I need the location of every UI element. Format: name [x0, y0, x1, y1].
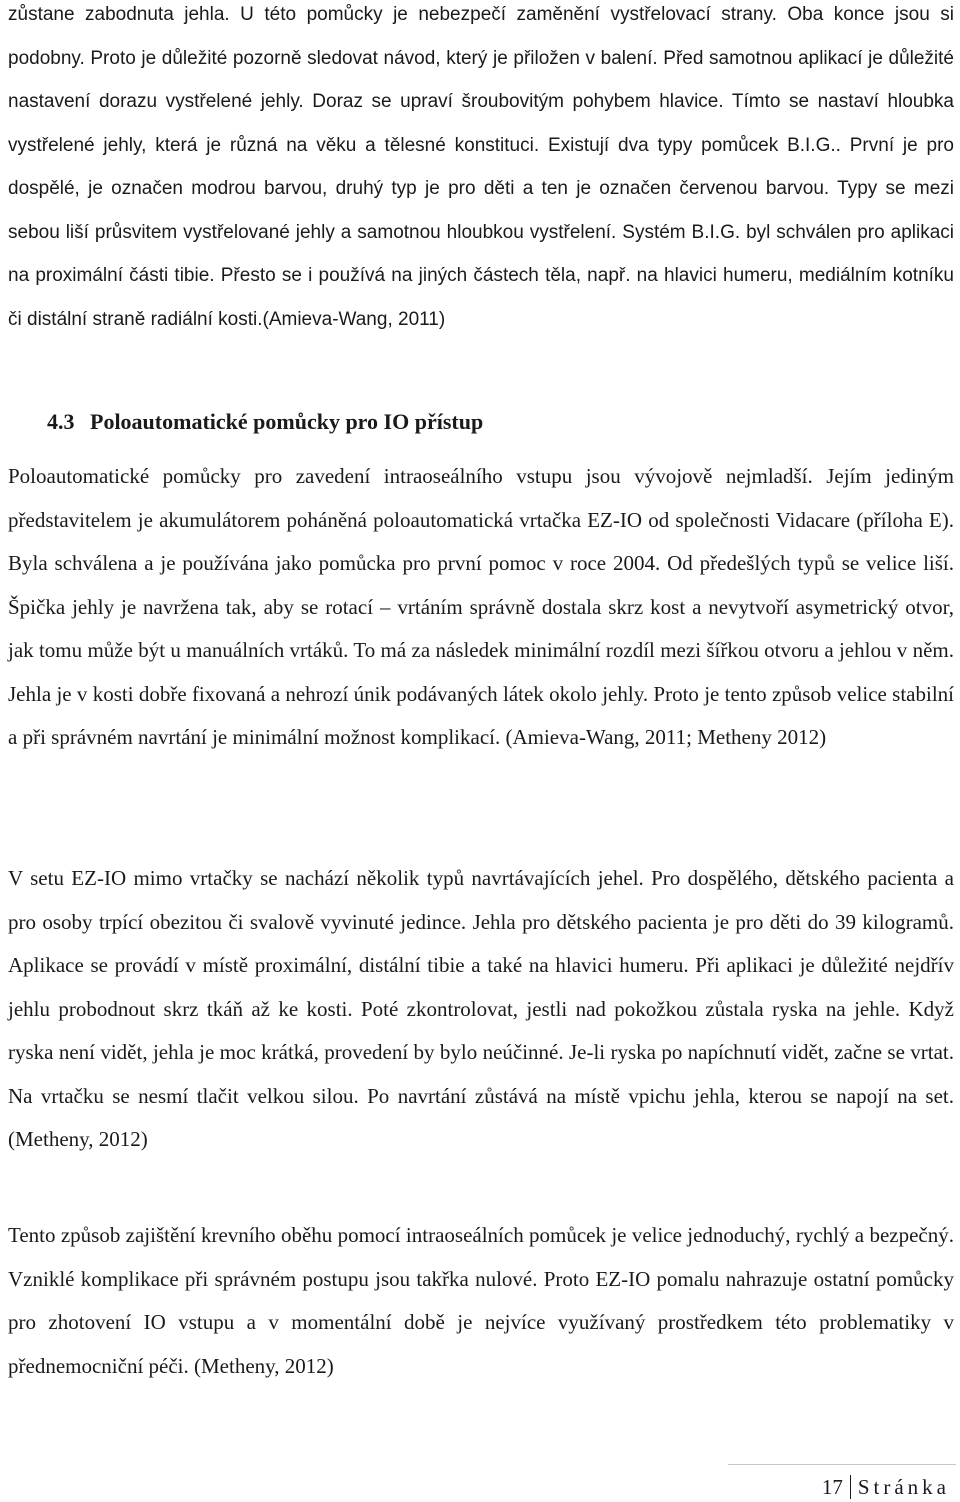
section-number: 4.3 — [47, 409, 75, 434]
paragraph-ez-io-intro: Poloautomatické pomůcky pro zavedení intraoseálního vstupu jsou vývojově nejmladší. Jejím jediným představitelem je akumulátorem poháněná poloautomatická vrtačka EZ-IO od společnosti Vidacare (příloha E). Byla schválena a je používána jako pomůcka pro první pomoc v roce 2004. Od předešlých typů se velice liší. Špička jehly je navržena tak, aby se rotací – vrtáním správně dostala skrz kost a nevytvoří asymetrický otvor, jak tomu může být u manuálních vrtáků. To má za následek minimální rozdíl mezi šířkou otvoru a jehlou v něm. Jehla je v kosti dobře fixovaná a nehrozí únik podávaných látek okolo jehly. Proto je tento způsob velice stabilní a při správném navrtání je minimální možnost komplikací. (Amieva-Wang, 2011; Metheny 2012) — [8, 464, 954, 749]
page-number: 17 — [821, 1475, 843, 1499]
intro-paragraph: zůstane zabodnuta jehla. U této pomůcky je nebezpečí zaměnění vystřelovací strany. Oba konce jsou si podobny. Proto je důležité pozorně sledovat návod, který je přiložen v balení. Před samotnou aplikací je důležité nastavení dorazu vystřelené jehly. Doraz se upraví šroubovitým pohybem hlavice. Tímto se nastaví hloubka vystřelené jehly, která je různá na věku a tělesné konstituci. Existují dva typy pomůcek B.I.G.. První je pro dospělé, je označen modrou barvou, druhý typ je pro děti a ten je označen červenou barvou. Typy se mezi sebou liší průsvitem vystřelované jehly a samotnou hloubkou vystřelení. Systém B.I.G. byl schválen pro aplikaci na proximální části tibie. Přesto se i používá na jiných částech těla, např. na hlavici humeru, mediálním kotníku či distální straně radiální kosti.(Amieva-Wang, 2011) — [8, 4, 954, 330]
section-heading — [47, 404, 483, 440]
paragraph-ez-io-set: V setu EZ-IO mimo vrtačky se nachází několik typů navrtávajících jehel. Pro dospělého, dětského pacienta a pro osoby trpící obezitou či svalově vyvinuté jedince. Jehla pro dětského pacienta je pro děti do 39 kilogramů. Aplikace se provádí v místě proximální, distální tibie a také na hlavici humeru. Při aplikaci je důležité nejdřív jehlu probodnout skrz tkáň až ke kosti. Poté zkontrolovat, jestli nad pokožkou zůstala ryska na jehle. Když ryska není vidět, jehla je moc krátká, provedení by bylo neúčinné. Je-li ryska po napíchnutí vidět, začne se vrtat. Na vrtačku se nesmí tlačit velkou silou. Po navrtání zůstává na místě vpichu jehla, kterou se napojí na set. (Metheny, 2012) — [8, 866, 954, 1151]
page-footer — [822, 1474, 950, 1500]
footer-rule — [728, 1464, 956, 1465]
paragraph-conclusion: Tento způsob zajištění krevního oběhu pomocí intraoseálních pomůcek je velice jednoduchý, rychlý a bezpečný. Vzniklé komplikace při správném postupu jsou takřka nulové. Proto EZ-IO pomalu nahrazuje ostatní pomůcky pro zhotovení IO vstupu a v momentální době je nejvíce využívaný prostředkem této problematiky v přednemocniční péči. (Metheny, 2012) — [8, 1223, 954, 1378]
footer-separator — [850, 1475, 851, 1499]
page-label: Stránka — [857, 1475, 950, 1499]
section-title: Poloautomatické pomůcky pro IO přístup — [90, 409, 484, 434]
